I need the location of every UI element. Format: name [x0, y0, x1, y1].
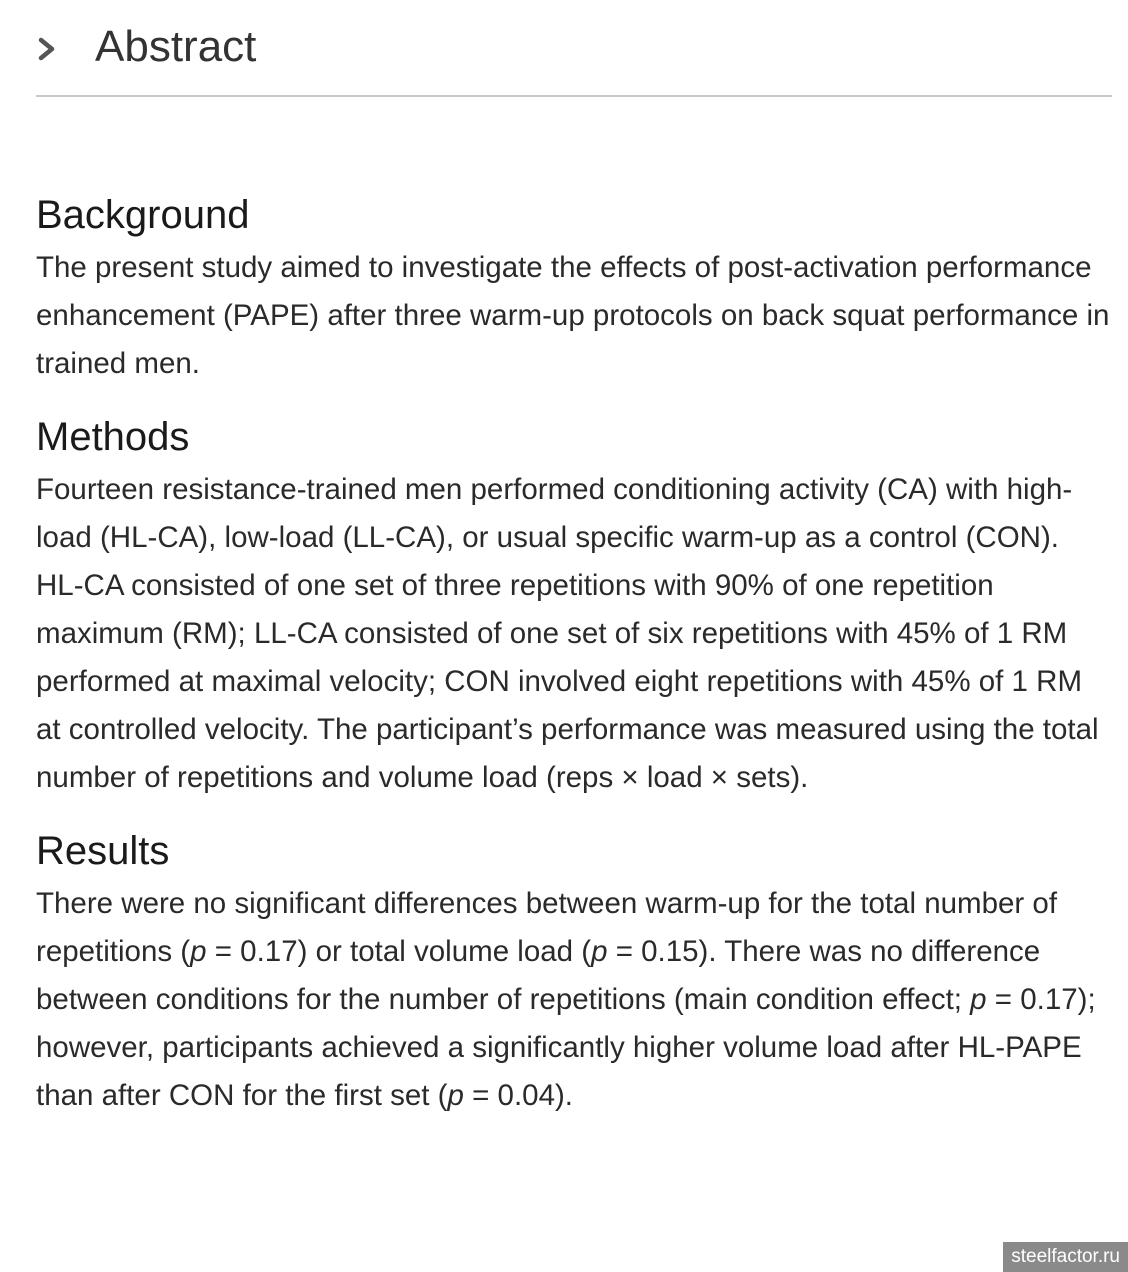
p-value-symbol: p: [970, 983, 987, 1016]
results-text: = 0.17) or total volume load (: [206, 935, 592, 968]
chevron-right-icon: [36, 36, 58, 62]
abstract-toggle[interactable]: [36, 0, 1112, 97]
results-text: = 0.15). There was no difference between conditions for the number of repetitions (main condition effect;: [36, 935, 1041, 1016]
section-body-methods: Fourteen resistance-trained men performed conditioning activity (CA) with high-load (HL-CA), low-load (LL-CA), or usual specific warm-up as a control (CON). HL-CA consisted of one set of three repetitions with 90% of one repetition maximum (RM); LL-CA consisted of one set of six repetitions with 45% of 1 RM performed at maximal velocity; CON involved eight repetitions with 45% of 1 RM at controlled velocity. The participant’s performance was measured using the total number of repetitions and volume load (reps × load × sets).: [36, 473, 1099, 794]
section-heading-methods: Methods: [36, 415, 190, 459]
section-heading-background: Background: [36, 193, 250, 237]
results-text: = 0.17); however, participants achieved a significantly higher volume load after HL-PAPE than after CON for the first set (: [36, 983, 1096, 1112]
section-results: [36, 822, 1114, 1120]
section-background: [36, 186, 1114, 388]
p-value-symbol: p: [591, 935, 608, 968]
results-text: There were no significant differences between warm-up for the total number of repetitions (: [36, 887, 1058, 968]
abstract-content: [36, 186, 1114, 1140]
section-body-background: The present study aimed to investigate the effects of post-activation performance enhancement (PAPE) after three warm-up protocols on back squat performance in trained men.: [36, 251, 1110, 380]
watermark: steelfactor.ru: [1003, 1242, 1128, 1272]
section-heading-results: Results: [36, 829, 170, 873]
p-value-symbol: p: [447, 1079, 464, 1112]
results-text: = 0.04).: [463, 1079, 573, 1112]
section-body-results: [36, 880, 1114, 1120]
p-value-symbol: p: [190, 935, 207, 968]
section-methods: [36, 408, 1114, 802]
abstract-title: Abstract: [95, 22, 257, 71]
